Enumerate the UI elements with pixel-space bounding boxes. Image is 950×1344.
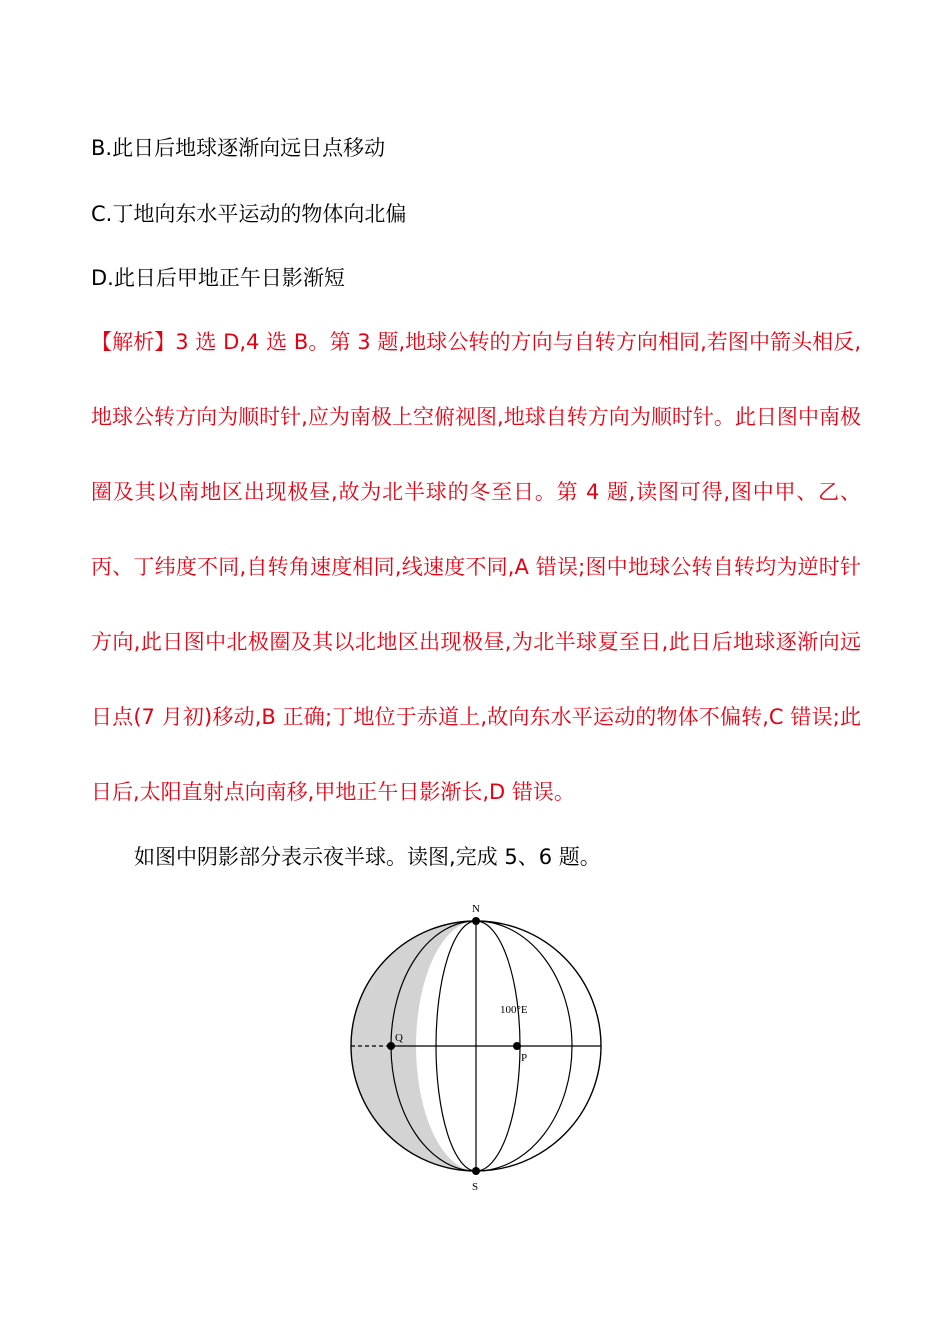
label-p: P <box>521 1052 528 1064</box>
option-d: D.此日后甲地正午日影渐短 <box>91 266 345 290</box>
point-p <box>513 1042 521 1050</box>
globe-diagram <box>330 895 620 1200</box>
label-q: Q <box>395 1032 403 1044</box>
question-intro: 如图中阴影部分表示夜半球。读图,完成 5、6 题。 <box>134 845 601 869</box>
globe-figure <box>330 895 620 1200</box>
point-q <box>387 1042 395 1050</box>
north-pole-point <box>472 917 480 925</box>
option-c: C.丁地向东水平运动的物体向北偏 <box>91 202 407 226</box>
label-100e: 100°E <box>500 1004 528 1016</box>
south-pole-point <box>472 1167 480 1175</box>
label-n: N <box>472 903 480 915</box>
option-b: B.此日后地球逐渐向远日点移动 <box>91 136 386 160</box>
analysis-paragraph: 【解析】3 选 D,4 选 B。第 3 题,地球公转的方向与自转方向相同,若图中箭头相反,地球公转方向为顺时针,应为南极上空俯视图,地球自转方向为顺时针。此日图中南极圈及其以南地区出现极昼,故为北半球的冬至日。第 4 题,读图可得,图中甲、乙、丙、丁纬度不同,自转角速度相同,线速度不同,A 错误;图中地球公转自转均为逆时针方向,此日图中北极圈及其以北地区出现极昼,为北半球夏至日,此日后地球逐渐向远日点(7 月初)移动,B 正确;丁地位于赤道上,故向东水平运动的物体不偏转,C 错误;此日后,太阳直射点向南移,甲地正午日影渐长,D 错误。 <box>91 330 861 804</box>
label-s: S <box>472 1181 479 1193</box>
